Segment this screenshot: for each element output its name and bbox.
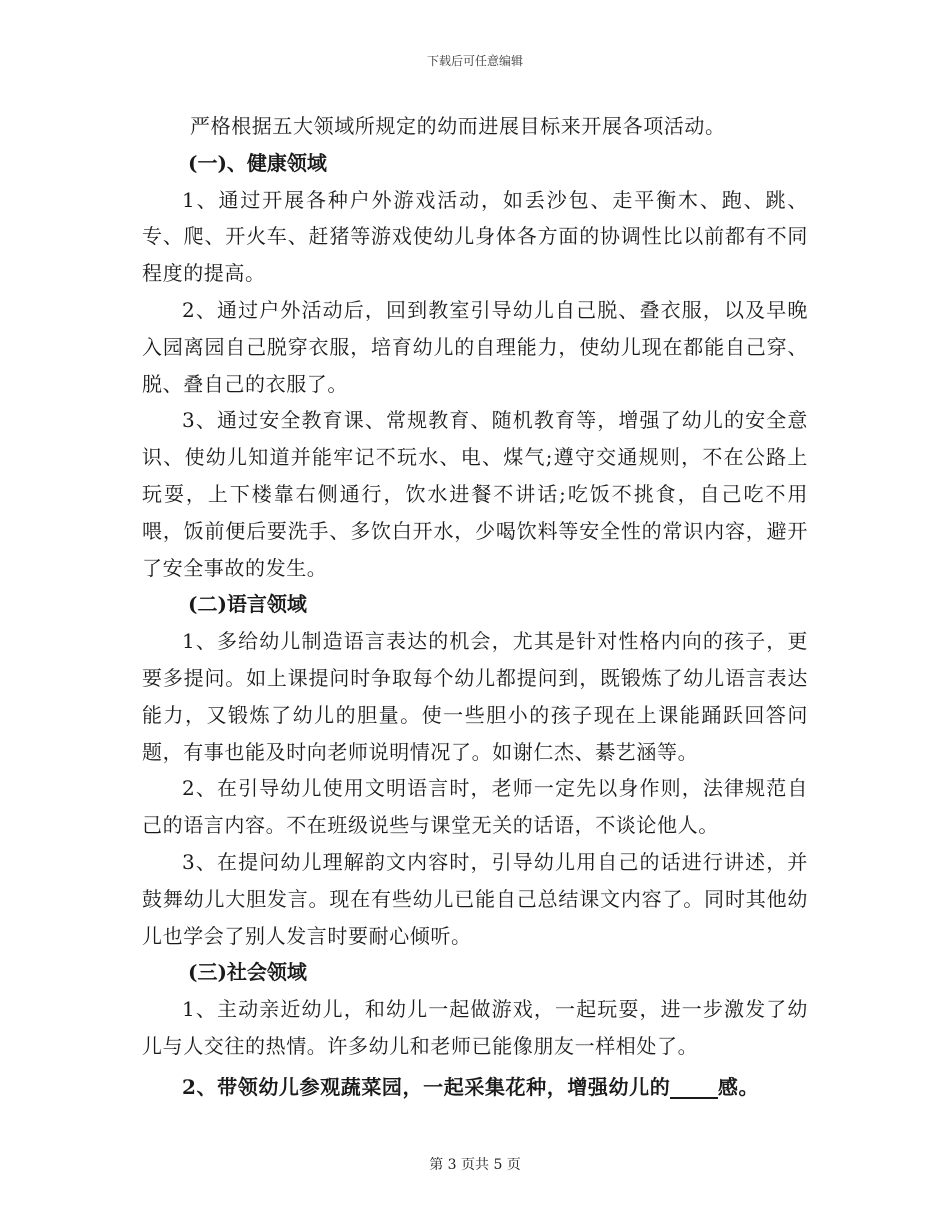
health-paragraph-2: 2、通过户外活动后，回到教室引导幼儿自己脱、叠衣服，以及早晚入园离园自己脱穿衣服，培育幼儿的自理能力，使幼儿现在都能自己穿、脱、叠自己的衣服了。: [142, 297, 808, 396]
health-heading: (一)、健康领域: [188, 150, 327, 175]
health-paragraph-3: 3、通过安全教育课、常规教育、随机教育等，增强了幼儿的安全意识、使幼儿知道并能牢记不玩水、电、煤气;遵守交通规则，不在公路上玩耍，上下楼靠右侧通行，饮水进餐不讲话;吃饭不挑食，自己吃不用喂，饭前便后要洗手、多饮白开水，少喝饮料等安全性的常识内容，避开了安全事故的发生。: [142, 408, 808, 580]
language-paragraph-2: 2、在引导幼儿使用文明语言时，老师一定先以身作则，法律规范自己的语言内容。不在班级说些与课堂无关的话语，不谈论他人。: [142, 776, 808, 838]
social-paragraph-1: 1、主动亲近幼儿，和幼儿一起做游戏，一起玩耍，进一步激发了幼儿与人交往的热情。许多幼儿和老师已能像朋友一样相处了。: [142, 997, 808, 1058]
language-paragraph-3: 3、在提问幼儿理解韵文内容时，引导幼儿用自己的话进行讲述，并鼓舞幼儿大胆发言。现在有些幼儿已能自己总结课文内容了。同时其他幼儿也学会了别人发言时要耐心倾听。: [142, 849, 808, 948]
fill-in-blank: [670, 1077, 718, 1099]
social-paragraph-2-end: 感。: [717, 1074, 760, 1099]
page-header: 下载后可任意编辑: [426, 54, 523, 68]
social-heading: (三)社会领域: [188, 960, 307, 985]
language-heading: (二)语言领域: [188, 592, 307, 617]
document-body: [142, 108, 808, 1106]
page-footer: 第 3 页共 5 页: [429, 1157, 521, 1173]
social-paragraph-2-text: 2、带领幼儿参观蔬菜园，一起采集花种，增强幼儿的: [182, 1074, 671, 1099]
language-paragraph-1: 1、多给幼儿制造语言表达的机会，尤其是针对性格内向的孩子，更要多提问。如上课提问时争取每个幼儿都提问到，既锻炼了幼儿语言表达能力，又锻炼了幼儿的胆量。使一些胆小的孩子现在上课能踊跃回答问题，有事也能及时向老师说明情况了。如谢仁杰、綦艺涵等。: [142, 629, 808, 764]
intro-paragraph: 严格根据五大领域所规定的幼而进展目标来开展各项活动。: [190, 114, 726, 138]
health-paragraph-1: 1、通过开展各种户外游戏活动，如丢沙包、走平衡木、跑、跳、专、爬、开火车、赶猪等游戏使幼儿身体各方面的协调性比以前都有不同程度的提高。: [142, 187, 808, 286]
social-paragraph-2: [142, 1069, 808, 1106]
